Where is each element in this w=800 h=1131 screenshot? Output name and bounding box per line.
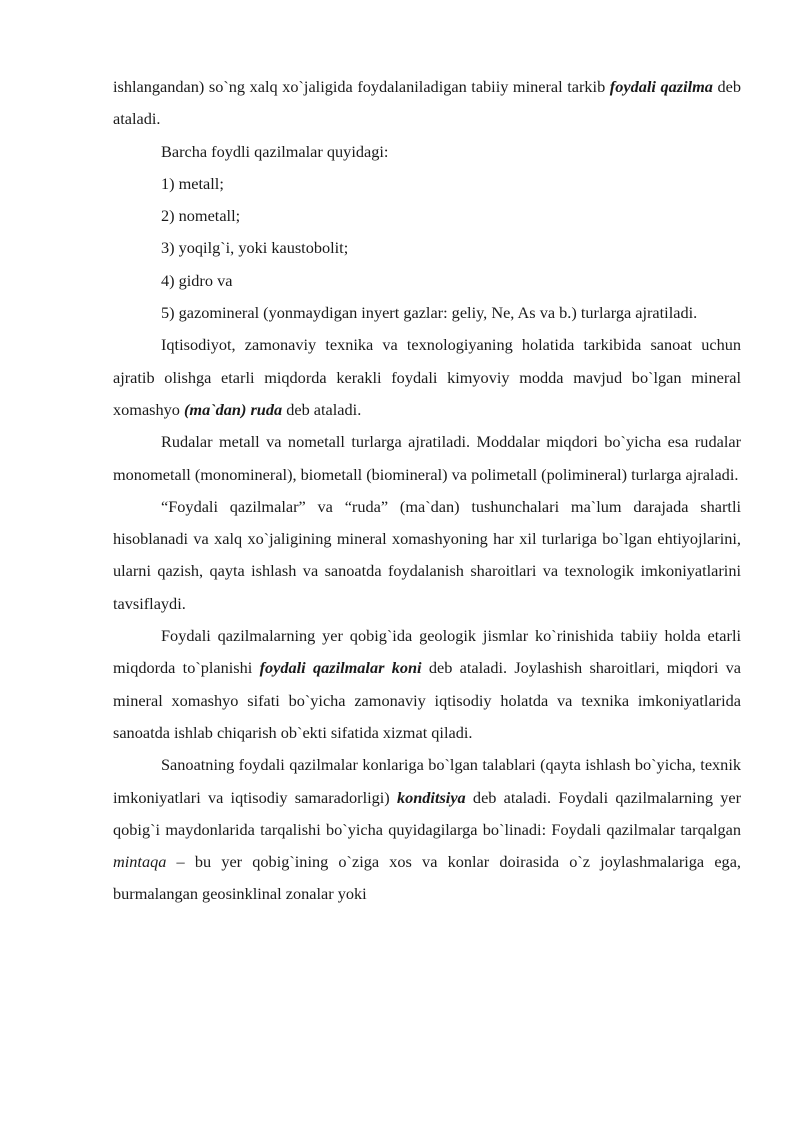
paragraph-7 bbox=[113, 749, 741, 910]
paragraph-6 bbox=[113, 620, 741, 749]
paragraph-7-text-start: Sanoatning foydali qazilmalar konlariga bo`lgan talablari (qayta ishlash bo`yicha, texnik imkoniyatlari va iqtisodiy samaradorligi) bbox=[113, 755, 741, 807]
term-madan-ruda: (ma`dan) ruda bbox=[184, 399, 283, 419]
list-item-3: 3) yoqilg`i, yoki kaustobolit; bbox=[161, 238, 349, 258]
paragraph-6-text-end: deb ataladi. Joylashish sharoitlari, miqdori va mineral xomashyo sifati bo`yicha zamonaviy iqtisodiy holatda va texnika imkoniyatlarida sanoatda ishlab chiqarish ob`ekti sifatida xizmat qiladi. bbox=[113, 658, 741, 742]
term-foydali-qazilmalar-koni: foydali qazilmalar koni bbox=[259, 658, 422, 678]
paragraph-7-text-end: – bu yer qobig`ining o`ziga xos va konlar doirasida o`z joylashmalariga ega, burmalangan geosinklinal zonalar yoki bbox=[113, 852, 741, 904]
document-body bbox=[113, 71, 741, 911]
term-foydali-qazilma: foydali qazilma bbox=[609, 77, 713, 96]
paragraph-3-text-end: deb ataladi. bbox=[282, 399, 362, 419]
list-item-4: 4) gidro va bbox=[161, 270, 233, 290]
paragraph-1-text-end: deb ataladi. bbox=[113, 77, 742, 129]
term-mintaqa: mintaqa bbox=[113, 852, 167, 872]
paragraph-6-text-start: Foydali qazilmalarning yer qobig`ida geologik jismlar ko`rinishida tabiiy holda etarli miqdorda to`planishi bbox=[113, 626, 741, 678]
list-item-5: 5) gazomineral (yonmaydigan inyert gazlar: geliy, Ne, As va b.) turlarga ajratiladi. bbox=[161, 303, 698, 323]
paragraph-1-text-start: ishlangandan) so`ng xalq xo`jaligida foydalaniladigan tabiiy mineral tarkib bbox=[113, 77, 610, 96]
paragraph-1 bbox=[113, 71, 741, 136]
list-item-1: 1) metall; bbox=[161, 173, 224, 193]
paragraph-3-text-start: Iqtisodiyot, zamonaviy texnika va texnologiyaning holatida tarkibida sanoat uchun ajratib olishga etarli miqdorda kerakli foydali kimyoviy modda mavjud bo`lgan mineral xomashyo bbox=[113, 335, 741, 419]
paragraph-4: Rudalar metall va nometall turlarga ajratiladi. Moddalar miqdori bo`yicha esa rudalar monometall (monomineral), biometall (biomineral) va polimetall (polimineral) turlarga ajraladi. bbox=[113, 432, 741, 484]
term-konditsiya: konditsiya bbox=[396, 787, 466, 807]
paragraph-2: Barcha foydli qazilmalar quyidagi: bbox=[161, 141, 389, 161]
paragraph-5: “Foydali qazilmalar” va “ruda” (ma`dan) tushunchalari ma`lum darajada shartli hisoblanadi va xalq xo`jaligining mineral xomashyoning har xil turlariga bo`lgan ehtiyojlarini, ularni qazish, qayta ishlash va sanoatda foydalanish sharoitlari va texnologik imkoniyatlarini tavsiflaydi. bbox=[113, 496, 741, 613]
paragraph-3 bbox=[113, 329, 741, 426]
list-item-2: 2) nometall; bbox=[161, 206, 241, 226]
paragraph-7-text-middle: deb ataladi. Foydali qazilmalarning yer qobig`i maydonlarida tarqalishi bo`yicha quyidagilarga bo`linadi: Foydali qazilmalar tarqalgan bbox=[113, 787, 741, 839]
